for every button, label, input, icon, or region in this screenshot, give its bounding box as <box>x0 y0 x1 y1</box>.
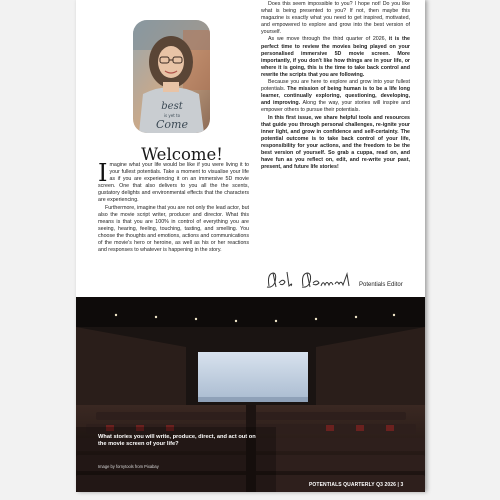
page-title: Welcome! <box>141 145 223 164</box>
paragraph <box>261 79 410 114</box>
image-caption: What stories you will write, produce, direct, and act out on the movie screen of your life? <box>98 434 256 448</box>
left-column <box>98 159 249 254</box>
cinema-photo <box>76 297 425 492</box>
magazine-page <box>76 0 425 492</box>
intro-paragraph <box>98 159 249 205</box>
paragraph-text: Along the way, your stories will inspire and empower others to pursue their potentials. <box>261 100 410 114</box>
drop-cap: I <box>98 159 108 187</box>
shirt-text: best <box>161 101 183 112</box>
paragraph: Does this seem impossible to you? I hope not! Do you like what is being presented to you? If not, then maybe this magazine is exactly what you need to get inspired, motivated, and empowered to explore and grow into the best version of yourself. <box>261 1 410 36</box>
paragraph <box>261 36 410 79</box>
shirt-text: is yet to <box>163 113 181 118</box>
cinema-image <box>76 297 425 492</box>
paragraph-text: magine what your life would be like if you were living it to your fullest potentials. Take a moment to visualise your life as if you are experiencing it on an immersive 5D movie screen. One that also delivers to you all the the scents, gustatory delights and environmental effects that the characters are experiencing. <box>98 162 249 204</box>
paragraph: In this first issue, we share helpful tools and resources that guide you through personal challenges, re-ignite your inner light, and grow in confidence and self-certainty. The potential outcome is to take back control of your life, responsibility for your actions, and the freedom to be the best version of yourself. So grab a cuppa, read on, and have fun as you reflect on, edit, and re-write your past, present, and future life stories! <box>261 114 410 171</box>
signature-title: Potentials Editor <box>359 282 403 288</box>
paragraph-bold-text: it is the perfect time to review the movies being played on your personalised immersive 5D movie screen. More importantly, if you don't like how things are in your life, or where it is going, this is the time to take back control and rewrite the scripts that you are following. <box>261 36 410 78</box>
editor-signature <box>263 268 355 294</box>
right-column <box>261 1 410 171</box>
paragraph-text: Because you are here to explore and grow into your fullest potentials. <box>261 79 410 93</box>
paragraph-text: As we move through the third quarter of 2026, <box>268 36 389 43</box>
image-credit: Image by fornytools from Pixabay <box>98 464 159 469</box>
paragraph-bold-text: The mission of being human is to be a life long learner, continually exploring, questioning, developing, and improving. <box>261 86 410 107</box>
shirt-text: Come <box>156 118 188 131</box>
editor-portrait-image <box>133 20 210 133</box>
page-footer: POTENTIALS QUARTERLY Q3 2026 | 3 <box>309 482 404 488</box>
editor-photo <box>133 20 210 133</box>
paragraph: Furthermore, imagine that you are not only the lead actor, but also the movie script writer, producer and director. What this means is that you are 100% in control of everything you are seeing, hearing, feeling, touching, tasting, and smelling. You choose the thoughts and emotions, actions and communications of the movie's hero or heroine, as well as his or her reactions and responses to whatever is happening in the story. <box>98 204 249 254</box>
